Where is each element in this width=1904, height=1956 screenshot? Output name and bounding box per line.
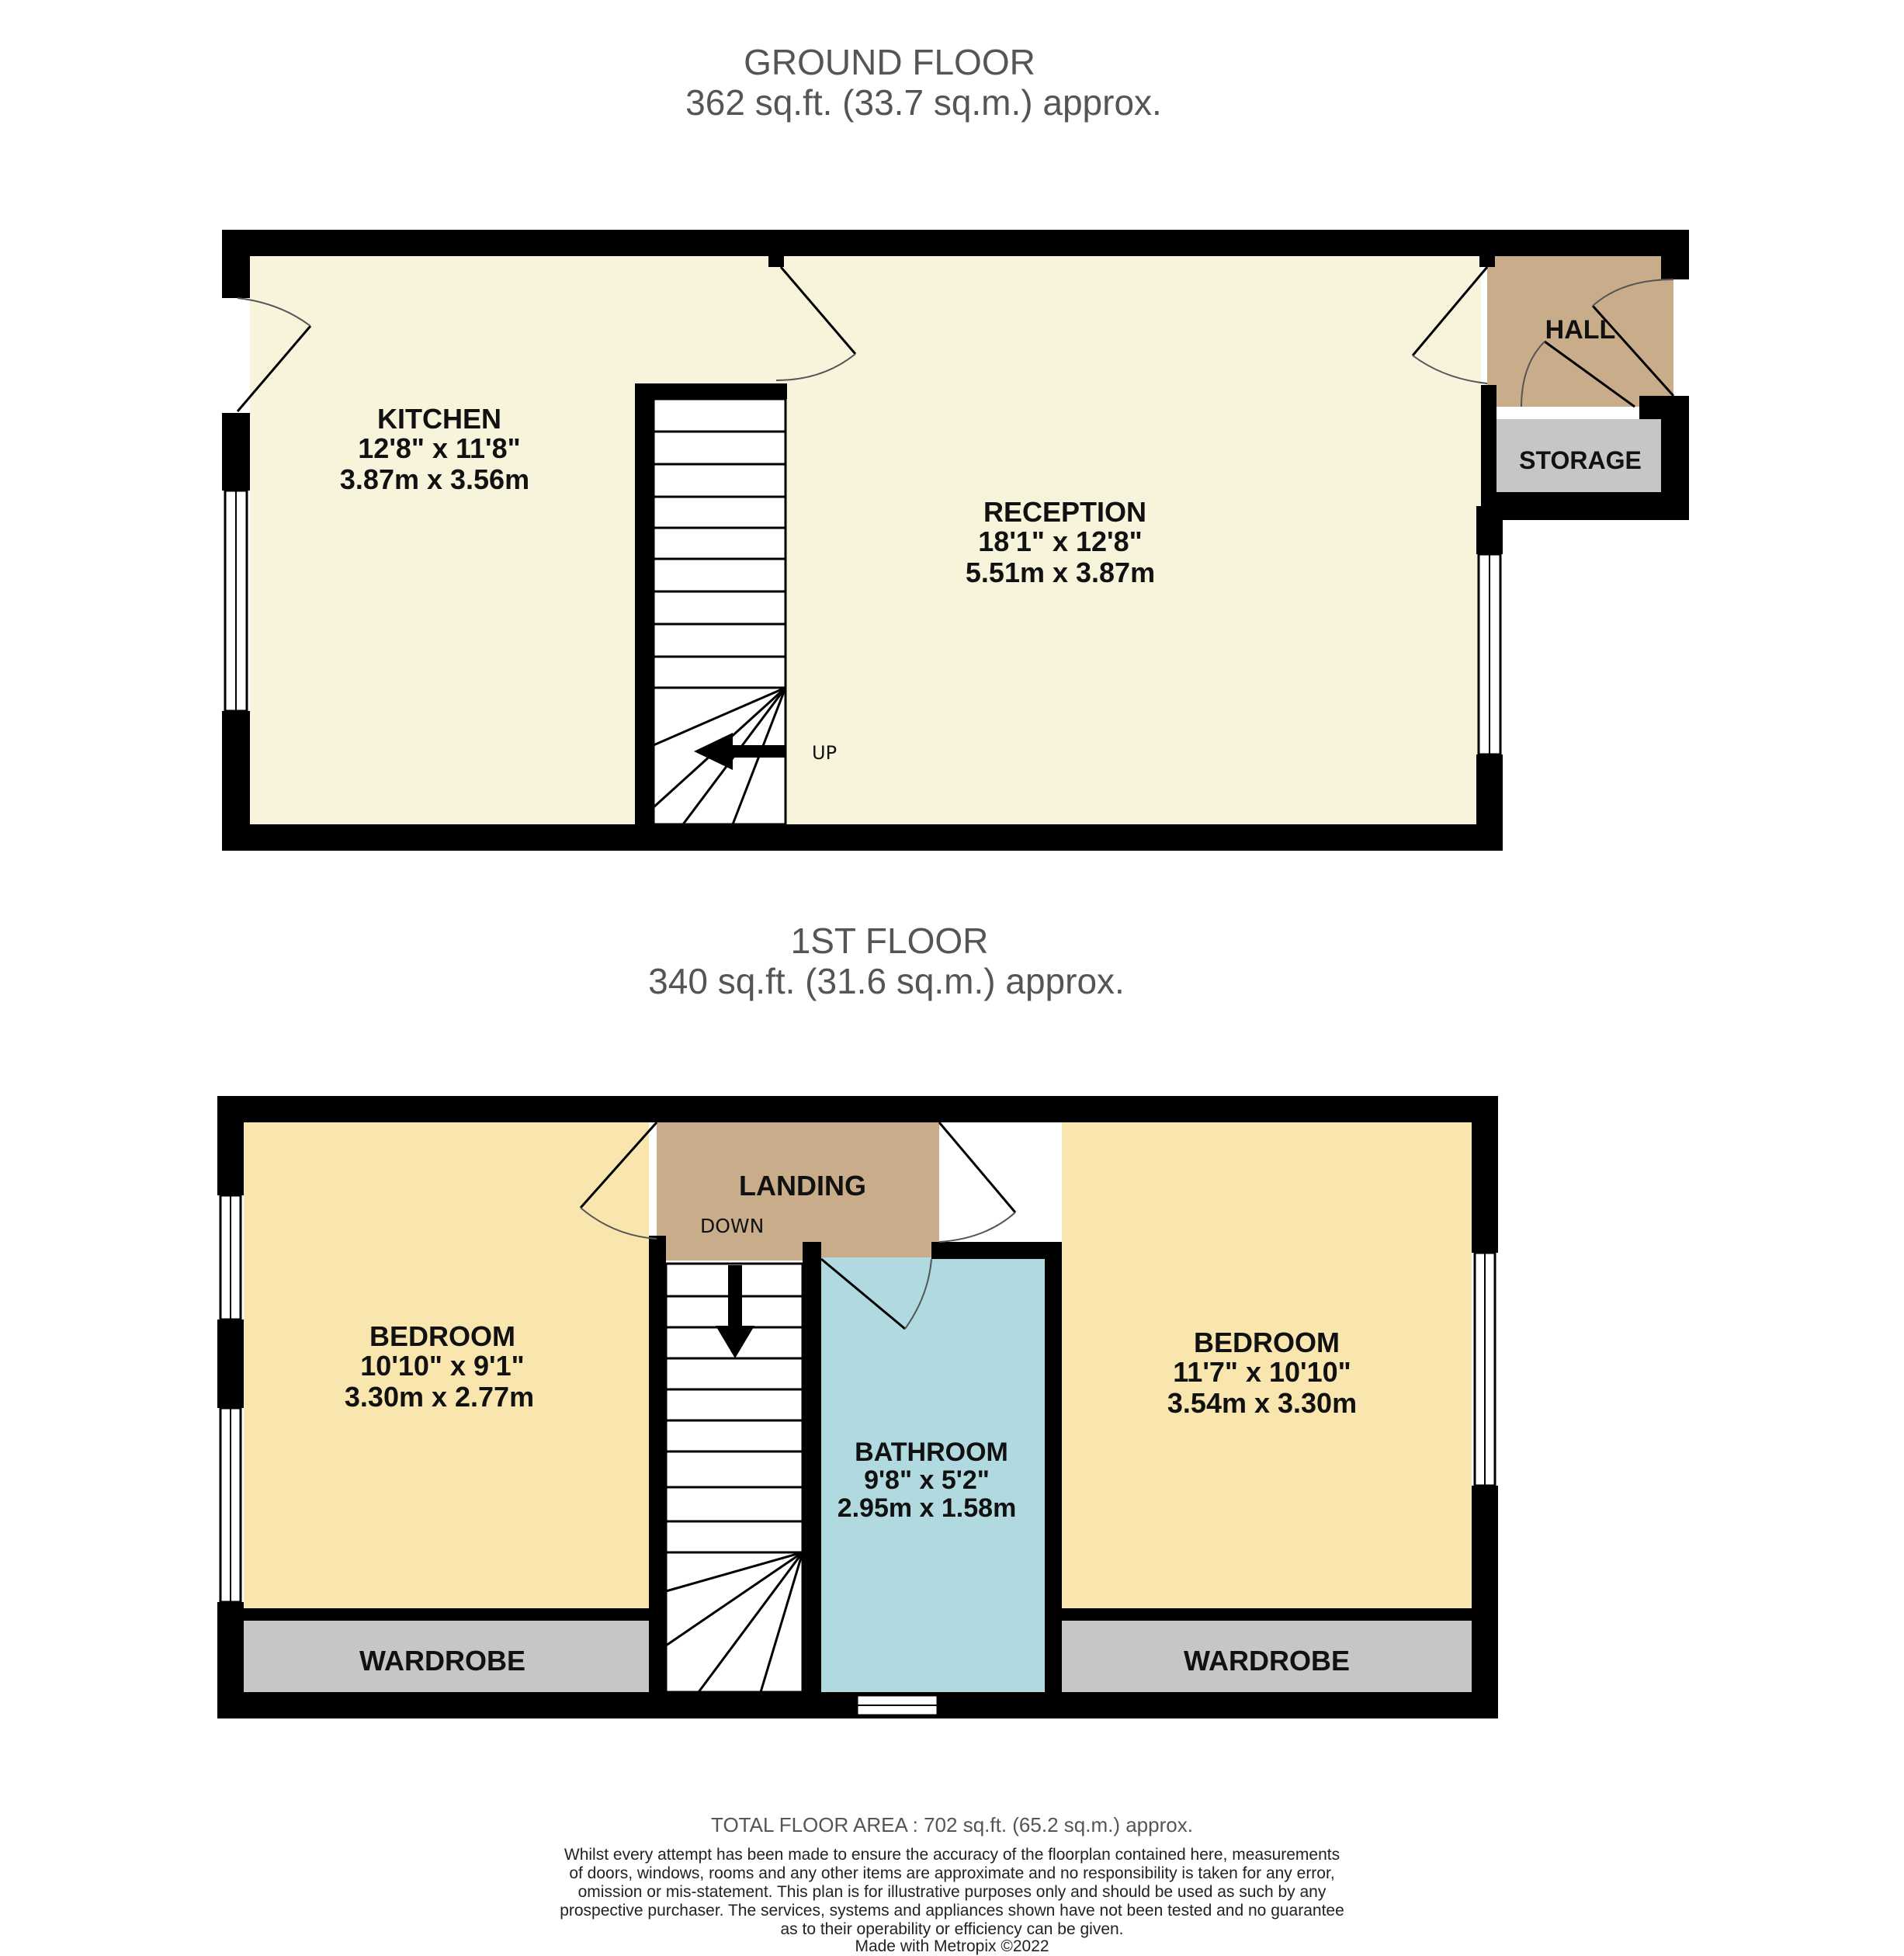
ground-floor-area: 362 sq.ft. (33.7 sq.m.) approx. bbox=[685, 82, 1162, 123]
bedroom-right-door bbox=[939, 1122, 1015, 1212]
disclaimer-line: as to their operability or efficiency can be given. bbox=[780, 1920, 1124, 1938]
wall-left-1f-top bbox=[217, 1096, 244, 1195]
wall-hall-right-top bbox=[1661, 230, 1689, 279]
staircase-ground bbox=[635, 383, 787, 824]
bedroom-right-metric: 3.54m x 3.30m bbox=[1167, 1387, 1358, 1419]
wardrobe-right-name: WARDROBE bbox=[1184, 1645, 1350, 1677]
bedroom-right-door-swing bbox=[939, 1212, 1015, 1242]
wall-left-1f-mid bbox=[217, 1320, 244, 1408]
wall-storage-left bbox=[1481, 385, 1496, 520]
wall-right-1f-bottom bbox=[1472, 1486, 1498, 1718]
reception-imperial: 18'1" x 12'8" bbox=[978, 525, 1143, 557]
staircase-first bbox=[666, 1264, 803, 1692]
wall-stairs-left bbox=[649, 1236, 666, 1692]
disclaimer-line: omission or mis-statement. This plan is for illustrative purposes only and should be used as such by any bbox=[577, 1883, 1327, 1901]
bedroom-left-name: BEDROOM bbox=[369, 1320, 515, 1352]
wall-bath-top-left bbox=[803, 1242, 818, 1265]
ground-floor-title: GROUND FLOOR bbox=[744, 42, 1035, 82]
wall-left-mid bbox=[222, 413, 250, 491]
bathroom-name: BATHROOM bbox=[855, 1438, 1008, 1467]
ground-floor-plan bbox=[222, 230, 1689, 851]
credit: Made with Metropix ©2022 bbox=[855, 1937, 1049, 1955]
disclaimer-line: prospective purchaser. The services, systems and appliances shown have not been tested and no guarantee bbox=[560, 1902, 1344, 1920]
wall-bottom bbox=[222, 824, 1503, 851]
bathroom-metric: 2.95m x 1.58m bbox=[837, 1493, 1017, 1523]
wall-top bbox=[222, 230, 1689, 256]
wall-left-1f-bottom bbox=[217, 1602, 244, 1718]
kitchen-name: KITCHEN bbox=[377, 403, 501, 435]
wall-post-reception bbox=[1479, 241, 1495, 267]
hall-name: HALL bbox=[1545, 315, 1616, 345]
bedroom-right-name: BEDROOM bbox=[1194, 1327, 1340, 1358]
disclaimer bbox=[0, 1846, 1904, 1939]
bathroom-imperial: 9'8" x 5'2" bbox=[864, 1465, 990, 1495]
wardrobe-left-name: WARDROBE bbox=[359, 1645, 525, 1677]
first-floor-area: 340 sq.ft. (31.6 sq.m.) approx. bbox=[648, 961, 1125, 1001]
kitchen-imperial: 12'8" x 11'8" bbox=[358, 432, 521, 464]
wall-right-1f-top bbox=[1472, 1096, 1498, 1253]
first-floor-plan bbox=[217, 1096, 1498, 1718]
bedroom-left-imperial: 10'10" x 9'1" bbox=[360, 1350, 525, 1382]
stair-wall-top bbox=[635, 383, 787, 399]
wall-right-lower bbox=[1476, 754, 1503, 851]
landing-name: LANDING bbox=[739, 1170, 866, 1202]
wall-top-1f bbox=[217, 1096, 1498, 1122]
down-arrow-shaft bbox=[728, 1265, 742, 1329]
wall-post-kitchen bbox=[768, 241, 784, 267]
stairs-up-label: UP bbox=[812, 742, 838, 764]
total-floor-area: TOTAL FLOOR AREA : 702 sq.ft. (65.2 sq.m.) approx. bbox=[711, 1813, 1193, 1836]
reception-name: RECEPTION bbox=[983, 496, 1147, 528]
storage-name: STORAGE bbox=[1519, 446, 1642, 474]
kitchen-metric: 3.87m x 3.56m bbox=[339, 463, 530, 495]
reception-metric: 5.51m x 3.87m bbox=[965, 557, 1156, 588]
wall-hall-storage bbox=[1639, 396, 1670, 419]
wall-bath-left bbox=[803, 1242, 821, 1692]
wall-wardrobe-left bbox=[244, 1608, 649, 1621]
bedroom-left-metric: 3.30m x 2.77m bbox=[344, 1381, 535, 1413]
stair-wall bbox=[635, 383, 654, 824]
wall-bath-top bbox=[931, 1242, 1062, 1259]
bedroom-right-imperial: 11'7" x 10'10" bbox=[1173, 1356, 1351, 1388]
wall-left-top bbox=[222, 230, 250, 298]
kitchen-reception-floor bbox=[250, 256, 1481, 824]
up-arrow-shaft bbox=[733, 745, 786, 758]
wall-left-bottom bbox=[222, 711, 250, 851]
wall-wardrobe-right bbox=[1062, 1608, 1472, 1621]
disclaimer-line: of doors, windows, rooms and any other items are approximate and no responsibility is taken for any error, bbox=[569, 1864, 1335, 1882]
disclaimer-line: Whilst every attempt has been made to ensure the accuracy of the floorplan contained here, measurements bbox=[564, 1846, 1340, 1864]
first-floor-title: 1ST FLOOR bbox=[790, 921, 989, 961]
stairs-down-label: DOWN bbox=[700, 1215, 765, 1237]
wall-bath-right bbox=[1045, 1242, 1062, 1692]
wall-storage-bottom bbox=[1481, 492, 1689, 520]
